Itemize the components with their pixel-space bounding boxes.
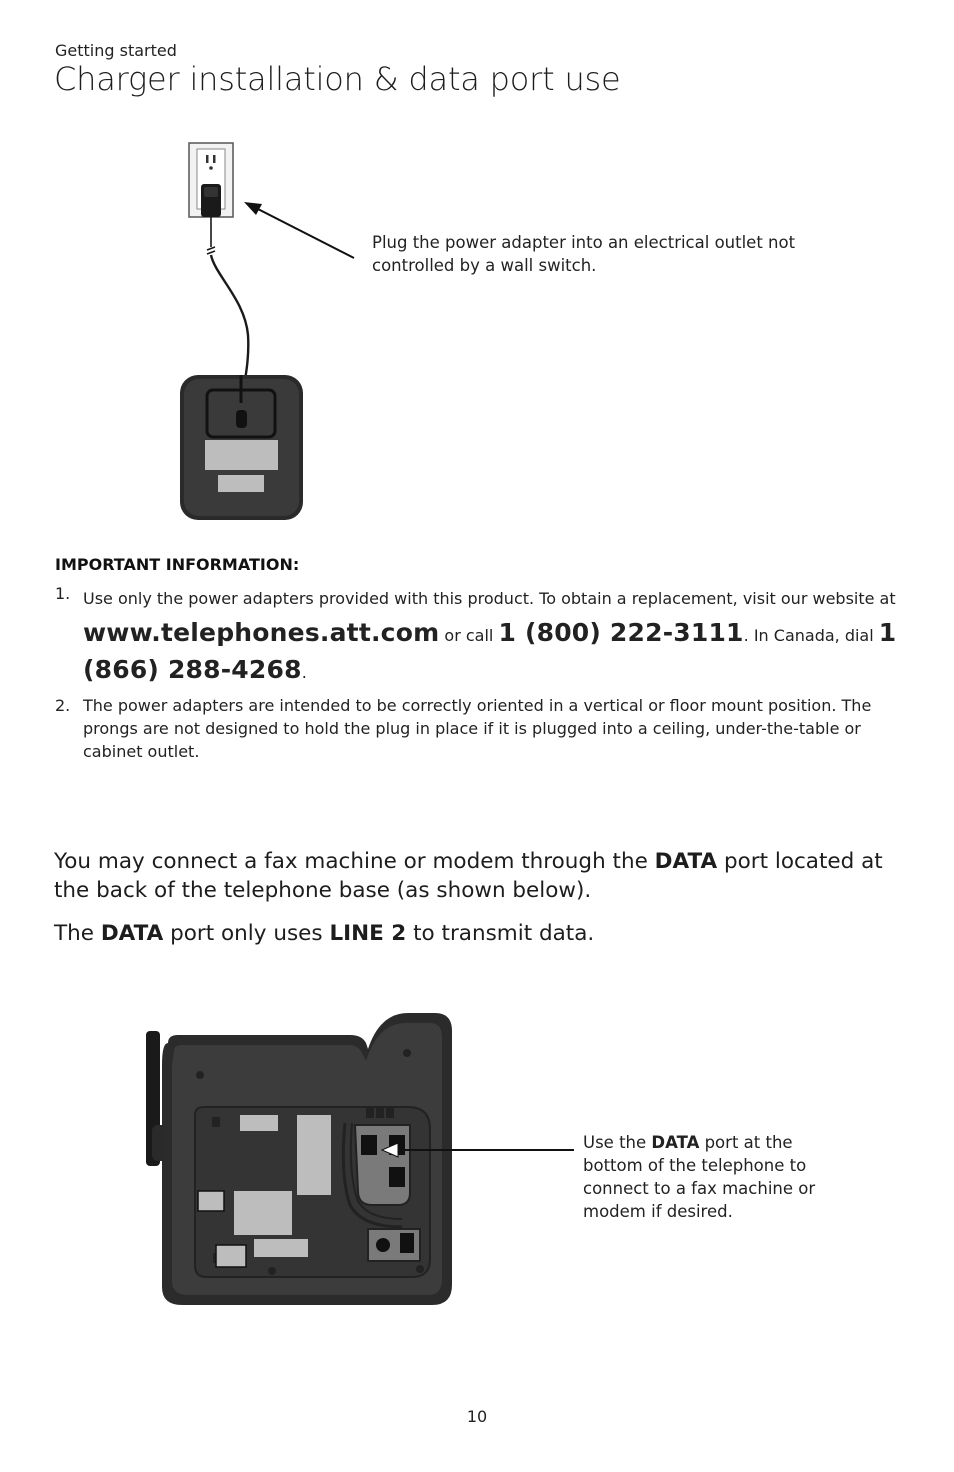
list-text: . — [301, 663, 307, 682]
paragraph-text: to transmit data. — [406, 921, 595, 946]
list-text: Use only the power adapters provided with this product. To obtain a replacement, visit our website at — [83, 589, 896, 608]
paragraph-text: port located at the back of the telephone base (as shown below). — [54, 849, 883, 903]
list-number: 1. — [55, 584, 71, 603]
charger-cradle-icon — [180, 375, 303, 520]
phone-number-us: 1 (800) 222-3111 — [498, 618, 744, 647]
website-link[interactable]: www.telephones.att.com — [83, 618, 440, 647]
list-text: or call — [439, 626, 499, 645]
list-text: The power adapters are intended to be correctly oriented in a vertical or floor mount position. The prongs are not designed to hold the plug in place if it is plugged into a ceiling, under-the-table or cabinet outlet. — [83, 696, 872, 761]
line2-paragraph — [54, 919, 914, 948]
data-port-paragraph — [54, 847, 914, 905]
callout-text: Use the — [583, 1133, 652, 1152]
paragraph-text: The — [54, 921, 101, 946]
list-item — [55, 582, 900, 690]
important-list — [55, 582, 900, 767]
paragraph-text: port only uses — [163, 921, 330, 946]
callout-arrow — [244, 202, 354, 258]
data-label: DATA — [651, 1133, 700, 1152]
power-jack-icon — [368, 1229, 420, 1261]
page-number: 10 — [466, 1407, 488, 1426]
list-number: 2. — [55, 696, 71, 715]
important-heading: IMPORTANT INFORMATION: — [55, 555, 300, 574]
section-label: Getting started — [55, 41, 177, 60]
data-label: DATA — [100, 921, 164, 946]
list-item — [55, 694, 900, 763]
telephone-base-illustration — [140, 1005, 580, 1315]
callout-text: port at the bottom of the telephone to connect to a fax machine or modem if desired. — [583, 1133, 816, 1221]
power-adapter-icon — [201, 184, 221, 217]
charger-illustration — [170, 135, 380, 530]
list-text: . In Canada, dial — [743, 626, 879, 645]
phone-number-canada: 1 (866) 288-4268 — [83, 618, 897, 684]
paragraph-text: You may connect a fax machine or modem through the — [54, 849, 655, 874]
page-title: Charger installation & data port use — [54, 60, 621, 98]
line2-label: LINE 2 — [329, 921, 407, 946]
charger-callout: Plug the power adapter into an electrical outlet not controlled by a wall switch. — [372, 233, 796, 275]
data-label: DATA — [654, 849, 718, 874]
data-port-callout — [583, 1131, 843, 1223]
